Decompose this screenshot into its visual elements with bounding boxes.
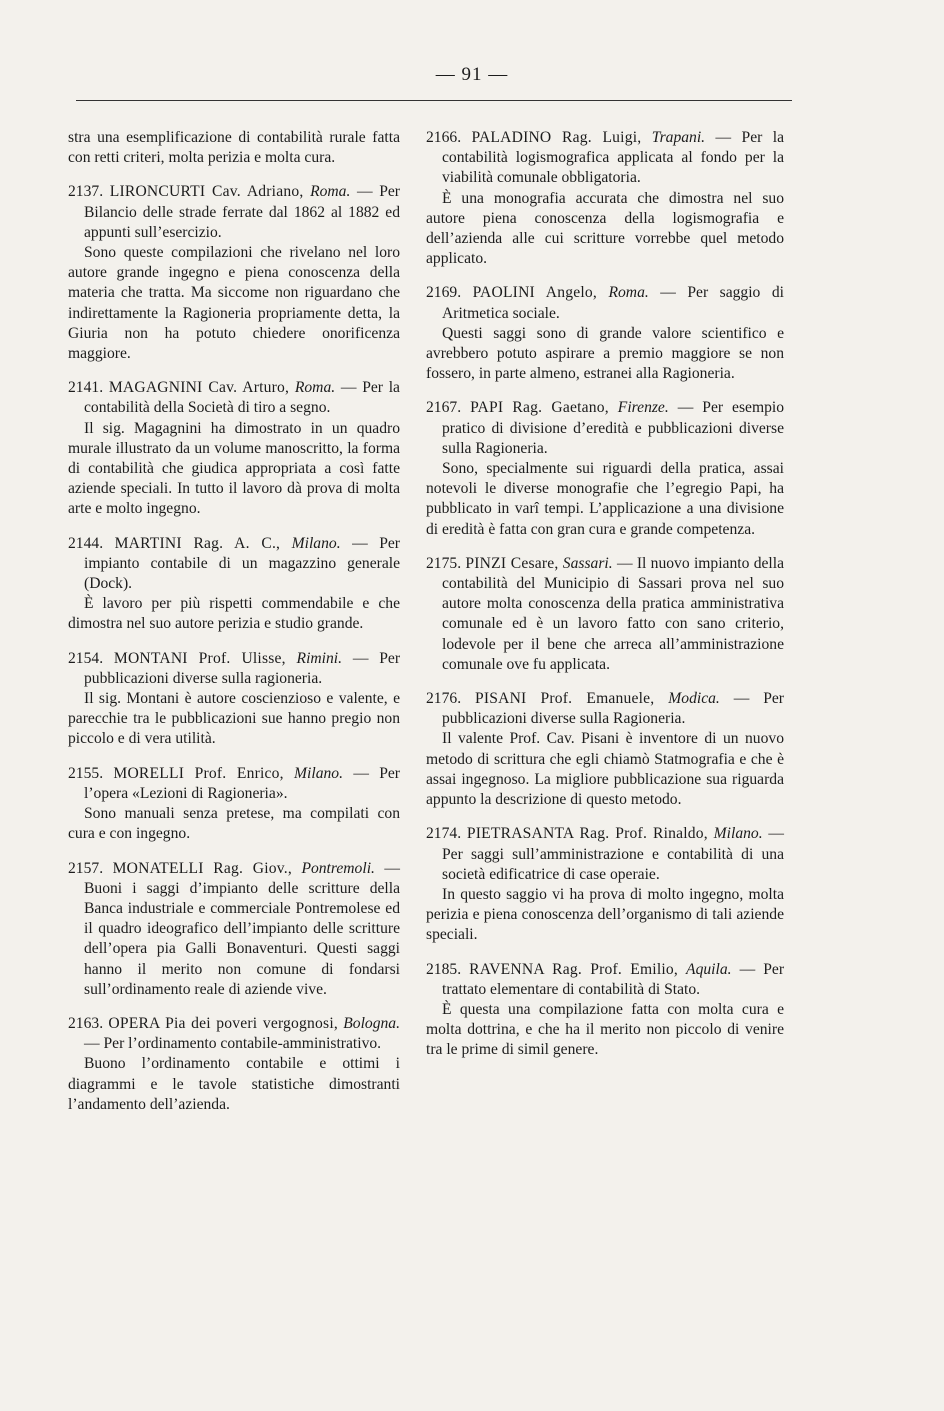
entry-item <box>426 824 784 945</box>
entry-note: Il valente Prof. Cav. Pisani è inventore di un nuovo metodo di scrittura che egli chiamò Statmografia e che è assai ingegnoso. La migliore pubblicazione sua riguarda appunto la descrizione di questo metodo. <box>426 730 784 809</box>
entry-heading <box>426 689 784 729</box>
entry-item <box>68 764 400 845</box>
entry-note: Sono manuali senza pretese, ma compilati con cura e con ingegno. <box>68 805 400 843</box>
entry-heading <box>426 554 784 675</box>
entry-name: PAOLINI Angelo, <box>472 284 597 302</box>
entry-item <box>426 283 784 384</box>
entry-item <box>426 398 784 539</box>
entry-place: Firenze. <box>617 399 669 417</box>
entry-subject: — Per l’opera «Lezioni di Ragioneria». <box>84 764 400 802</box>
entry-note: Sono queste compilazioni che rivelano nel loro autore grande ingegno e piena conoscenza della materia che tratta. Ma siccome non riguardano che indirettamente la Ragioneria propriamente detta, la Giuria non ha potuto chiedere onorificenza maggiore. <box>68 244 400 363</box>
entry-place: Roma. <box>294 379 336 397</box>
entry-heading <box>68 1014 400 1054</box>
entry-place: Sassari. <box>562 554 613 572</box>
entry-number: 2166. <box>426 129 462 146</box>
entry-note: Sono, specialmente sui riguardi della pratica, assai notevoli le diverse monografie che l’egregio Papi, ha pubblicato in varî tempi. L’applicazione a una divisione di eredità è fatta con gran cura e grande competenza. <box>426 460 784 538</box>
entry-subject: — Per saggi sull’amministrazione e contabilità di una società edificatrice di case operaie. <box>442 825 784 883</box>
entry-item <box>426 689 784 810</box>
entry-place: Milano. <box>291 534 341 552</box>
entry-number: 2169. <box>426 284 462 302</box>
entry-place: Rimini. <box>296 649 343 667</box>
entry-place: Modica. <box>668 690 720 708</box>
entry-number: 2167. <box>426 399 462 417</box>
entry-note: È una monografia accurata che dimostra nel suo autore piena conoscenza della logismografia e dell’azienda alle cui scritture vorrebbe quel metodo applicato. <box>426 189 784 268</box>
entry-number: 2137. <box>68 183 104 201</box>
entry-note: Il sig. Magagnini ha dimostrato in un quadro murale illustrato da un volume manoscritto, la forma di contabilità che giudica appropriata a così fatte aziende speciali. In tutto il lavoro dà prova di molta arte e molto ingegno. <box>68 419 400 518</box>
page-number: — 91 — <box>435 64 509 85</box>
entry-name: PISANI Prof. Emanuele, <box>474 690 655 708</box>
right-column <box>426 128 784 1075</box>
entry-number: 2141. <box>68 379 104 397</box>
entry-name: PIETRASANTA Rag. Prof. Rinaldo, <box>466 825 708 843</box>
entry-number: 2175. <box>426 554 462 572</box>
left-column <box>68 128 400 1129</box>
entry-subject: — Per l’ordinamento contabile-amministrativo. <box>84 1035 382 1053</box>
entry-number: 2185. <box>426 960 462 978</box>
entry-item <box>68 534 400 635</box>
header-rule <box>76 100 792 101</box>
entry-item <box>68 378 400 519</box>
left-entries-list <box>68 182 400 1115</box>
entry-item <box>426 128 784 269</box>
entry-item <box>68 182 400 364</box>
entry-number: 2176. <box>426 690 462 708</box>
entry-item <box>68 649 400 750</box>
entry-subject: — Per trattato elementare di contabilità di Stato. <box>442 960 785 998</box>
entry-note: Il sig. Montani è autore coscienzioso e valente, e parecchie tra le pubblicazioni sue hanno pregio non piccolo e di vera utilità. <box>68 690 400 748</box>
entry-subject: — Per la contabilità logismografica applicata al fondo per la viabilità comunale obbligatoria. <box>442 129 785 187</box>
entry-name: MAGAGNINI Cav. Arturo, <box>108 379 290 397</box>
entry-note: È lavoro per più rispetti commendabile e che dimostra nel suo autore perizia e studio grande. <box>68 595 400 633</box>
entry-note: Buono l’ordinamento contabile e ottimi i diagrammi e le tavole statistiche dimostranti l’andamento dell’azienda. <box>68 1055 400 1113</box>
entry-heading <box>426 824 784 885</box>
entry-subject: — Per la contabilità della Società di tiro a segno. <box>84 379 400 417</box>
entry-subject: — Per esempio pratico di divisione d’eredità e pubblicazioni diverse sulla Ragioneria. <box>442 399 784 457</box>
entry-subject: — Per pubblicazioni diverse sulla ragioneria. <box>84 649 401 687</box>
entry-heading <box>68 859 400 1000</box>
entry-number: 2154. <box>68 649 104 667</box>
entry-subject: — Buoni i saggi d’impianto delle scritture della Banca industriale e commerciale Pontremolese ed il quadro ideografico dell’impianto delle scritture dell’opera pia Galli Bonaventuri. Questi saggi hanno il merito non comune di fondarsi sull’ordinamento reale di aziende vive. <box>84 859 400 998</box>
entry-place: Milano. <box>713 825 763 843</box>
entry-name: OPERA Pia dei poveri vergognosi, <box>108 1014 338 1032</box>
continuation-text: stra una esemplificazione di contabilità rurale fatta con retti criteri, molta perizia e molta cura. <box>68 129 400 167</box>
entry-number: 2157. <box>68 859 104 877</box>
entry-place: Roma. <box>608 284 649 302</box>
entry-heading <box>426 398 784 459</box>
entry-name: MONTANI Prof. Ulisse, <box>113 649 286 667</box>
entry-name: MARTINI Rag. A. C., <box>114 534 281 552</box>
entry-heading <box>426 283 784 323</box>
entry-item <box>426 554 784 675</box>
entry-heading <box>68 534 400 595</box>
entry-place: Aquila. <box>686 960 732 978</box>
entry-heading <box>68 182 400 243</box>
entry-number: 2163. <box>68 1014 104 1032</box>
entry-number: 2144. <box>68 534 104 552</box>
entry-name: PALADINO Rag. Luigi, <box>471 129 642 146</box>
entry-subject: — Per pubblicazioni diverse sulla Ragioneria. <box>442 690 784 728</box>
entry-heading <box>68 378 400 418</box>
entry-place: Roma. <box>310 183 351 201</box>
entry-name: PINZI Cesare, <box>465 554 559 572</box>
entry-name: MONATELLI Rag. Giov., <box>112 859 292 877</box>
entry-subject: — Per saggio di Aritmetica sociale. <box>442 284 784 322</box>
entry-name: RAVENNA Rag. Prof. Emilio, <box>469 960 678 978</box>
entry-name: LIRONCURTI Cav. Adriano, <box>109 183 304 201</box>
entry-place: Bologna. <box>343 1014 400 1032</box>
entry-item <box>426 960 784 1061</box>
entry-subject: — Per impianto contabile di un magazzino generale (Dock). <box>84 534 400 593</box>
entry-heading <box>426 128 784 189</box>
entry-heading <box>68 649 400 689</box>
entry-subject: — Per Bilancio delle strade ferrate dal 1862 al 1882 ed appunti sull’esercizio. <box>84 183 400 241</box>
entry-item <box>68 1014 400 1115</box>
entry-number: 2155. <box>68 764 104 782</box>
entry-name: PAPI Rag. Gaetano, <box>470 399 609 417</box>
entry-place: Pontremoli. <box>301 859 375 877</box>
entry-place: Milano. <box>294 764 343 782</box>
entry-note: In questo saggio vi ha prova di molto ingegno, molta perizia e piena conoscenza dell’organismo di tali aziende speciali. <box>426 885 784 944</box>
entry-note: È questa una compilazione fatta con molta cura e molta dottrina, e che ha il merito non piccolo di venire tra le prime di simil genere. <box>426 1000 784 1059</box>
right-entries-list <box>426 128 784 1061</box>
entry-place: Trapani. <box>651 129 706 146</box>
entry-heading <box>426 960 784 1000</box>
entry-item <box>68 859 400 1000</box>
entry-note: Questi saggi sono di grande valore scientifico e avrebbero potuto aspirare a premio maggiore se non fossero, in parte almeno, estranei alla Ragioneria. <box>426 324 784 383</box>
entry-heading <box>68 764 400 804</box>
entry-name: MORELLI Prof. Enrico, <box>113 764 284 782</box>
entry-number: 2174. <box>426 825 462 843</box>
entry-subject: — Il nuovo impianto della contabilità del Municipio di Sassari prova nel suo autore molta conoscenza della pratica amministrativa comunale ed è un lavoro fatto con sano criterio, lodevole per il bene che arreca all’amministrazione comunale ove fu applicata. <box>442 554 784 673</box>
